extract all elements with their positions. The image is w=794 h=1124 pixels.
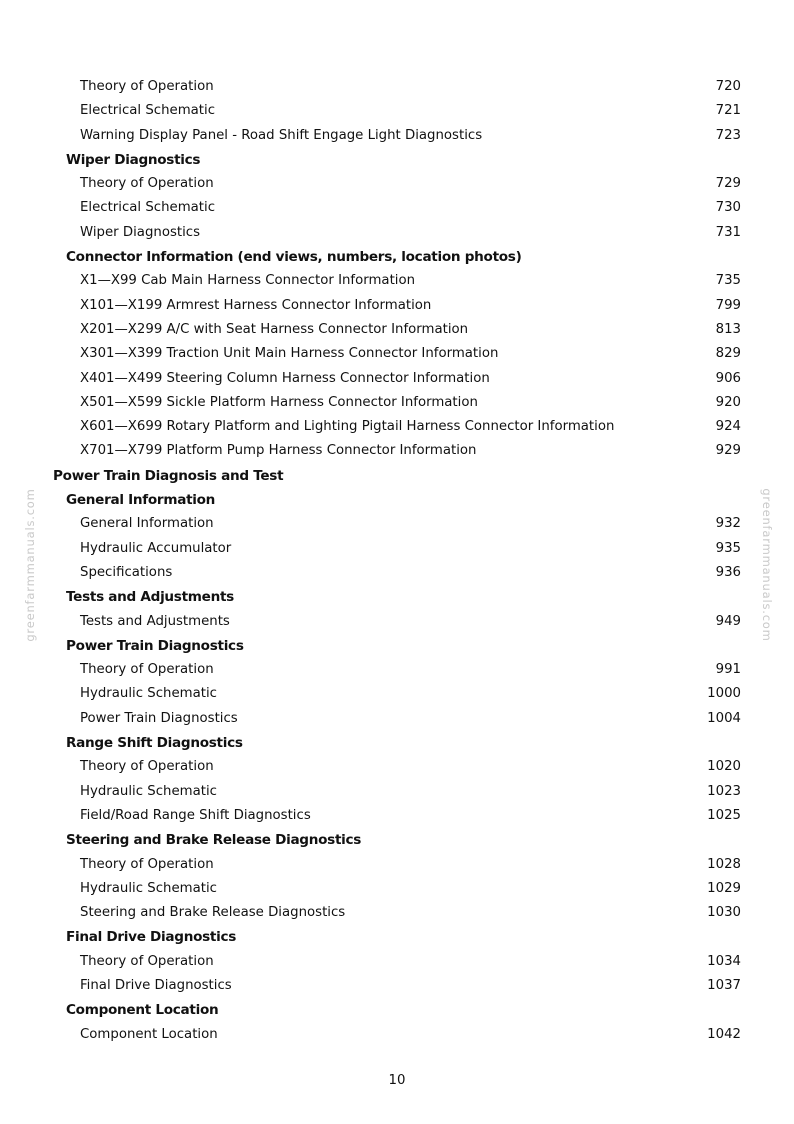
- toc-section-heading[interactable]: [0, 828, 794, 852]
- toc-section-heading[interactable]: [0, 998, 794, 1022]
- toc-entry-title: Power Train Diagnosis and Test: [53, 467, 284, 484]
- toc-entry-page-number: 1000: [707, 686, 741, 702]
- toc-chapter-heading[interactable]: [0, 464, 794, 488]
- toc-entry-page-number: 929: [715, 443, 741, 459]
- toc-entry-page-number: 949: [715, 613, 741, 629]
- page-number: 10: [388, 1073, 406, 1088]
- toc-entry-title: Theory of Operation: [80, 759, 214, 775]
- toc-entry-page-number: 731: [715, 224, 741, 240]
- toc-entry-title: Connector Information (end views, numbers, location photos): [66, 249, 522, 266]
- toc-entry[interactable]: [0, 658, 794, 682]
- toc-entry-page-number: 906: [715, 370, 741, 386]
- toc-entry-title: Theory of Operation: [80, 953, 214, 969]
- toc-entry[interactable]: [0, 950, 794, 974]
- toc-entry-page-number: 1037: [707, 977, 741, 993]
- toc-entry-title: Steering and Brake Release Diagnostics: [66, 832, 362, 849]
- toc-entry[interactable]: [0, 172, 794, 196]
- watermark-left: greenfarmmanuals.com: [23, 488, 37, 642]
- toc-entry-title: X401—X499 Steering Column Harness Connector Information: [80, 370, 490, 386]
- toc-entry-title: Component Location: [66, 1002, 219, 1019]
- toc-entry-page-number: 730: [715, 200, 741, 216]
- toc-section-heading[interactable]: [0, 245, 794, 269]
- toc-entry-title: Tests and Adjustments: [66, 589, 234, 606]
- toc-entry-page-number: 829: [715, 346, 741, 362]
- toc-entry[interactable]: [0, 707, 794, 731]
- toc-entry[interactable]: [0, 99, 794, 123]
- toc-section-heading[interactable]: [0, 925, 794, 949]
- toc-entry-page-number: 720: [715, 79, 741, 94]
- toc-entry-page-number: 920: [715, 394, 741, 410]
- table-of-contents: [0, 75, 794, 1047]
- toc-entry-page-number: 932: [715, 516, 741, 532]
- toc-entry-title: X701—X799 Platform Pump Harness Connector Information: [80, 443, 477, 459]
- toc-entry-page-number: 723: [715, 127, 741, 143]
- toc-entry-title: Power Train Diagnostics: [80, 710, 238, 726]
- toc-entry-title: X101—X199 Armrest Harness Connector Information: [80, 297, 432, 313]
- toc-entry-page-number: 991: [715, 662, 741, 678]
- toc-entry-title: Theory of Operation: [80, 79, 214, 94]
- toc-entry-title: Hydraulic Schematic: [80, 783, 217, 799]
- toc-entry[interactable]: [0, 610, 794, 634]
- toc-entry-title: Wiper Diagnostics: [66, 151, 201, 168]
- toc-entry[interactable]: [0, 901, 794, 925]
- toc-entry[interactable]: [0, 537, 794, 561]
- toc-entry-title: Field/Road Range Shift Diagnostics: [80, 807, 311, 823]
- toc-entry-page-number: 1028: [707, 856, 741, 872]
- toc-entry-title: Wiper Diagnostics: [80, 224, 201, 240]
- toc-entry-title: General Information: [66, 492, 216, 509]
- toc-entry-title: General Information: [80, 516, 214, 532]
- toc-entry[interactable]: [0, 367, 794, 391]
- toc-entry[interactable]: [0, 1023, 794, 1047]
- toc-entry[interactable]: [0, 682, 794, 706]
- toc-entry[interactable]: [0, 294, 794, 318]
- toc-entry-page-number: 813: [715, 321, 741, 337]
- toc-entry-title: Hydraulic Schematic: [80, 880, 217, 896]
- toc-entry-page-number: 721: [715, 103, 741, 119]
- toc-entry[interactable]: [0, 877, 794, 901]
- toc-entry-page-number: 1025: [707, 807, 741, 823]
- toc-entry-title: Final Drive Diagnostics: [66, 929, 237, 946]
- toc-entry-page-number: 729: [715, 176, 741, 192]
- toc-entry-title: Hydraulic Schematic: [80, 686, 217, 702]
- toc-entry-title: X301—X399 Traction Unit Main Harness Connector Information: [80, 346, 499, 362]
- toc-entry[interactable]: [0, 512, 794, 536]
- toc-entry[interactable]: [0, 124, 794, 148]
- toc-entry[interactable]: [0, 804, 794, 828]
- toc-entry[interactable]: [0, 75, 794, 99]
- toc-entry-page-number: 935: [715, 540, 741, 556]
- toc-entry-title: X501—X599 Sickle Platform Harness Connector Information: [80, 394, 478, 410]
- toc-entry[interactable]: [0, 561, 794, 585]
- toc-entry-title: Component Location: [80, 1026, 218, 1042]
- toc-entry-title: Theory of Operation: [80, 176, 214, 192]
- toc-section-heading[interactable]: [0, 148, 794, 172]
- toc-entry[interactable]: [0, 974, 794, 998]
- toc-entry[interactable]: [0, 318, 794, 342]
- toc-entry-title: Range Shift Diagnostics: [66, 735, 243, 752]
- toc-entry-page-number: 936: [715, 564, 741, 580]
- toc-entry[interactable]: [0, 439, 794, 463]
- toc-entry-title: Electrical Schematic: [80, 200, 216, 216]
- toc-entry-title: Power Train Diagnostics: [66, 637, 244, 654]
- toc-section-heading[interactable]: [0, 634, 794, 658]
- toc-entry[interactable]: [0, 780, 794, 804]
- toc-entry-page-number: 924: [715, 419, 741, 435]
- toc-entry-title: Final Drive Diagnostics: [80, 977, 232, 993]
- toc-entry-title: Hydraulic Accumulator: [80, 540, 232, 556]
- toc-entry-title: Electrical Schematic: [80, 103, 216, 119]
- toc-entry[interactable]: [0, 755, 794, 779]
- toc-entry-title: Tests and Adjustments: [80, 613, 230, 629]
- toc-entry-title: Theory of Operation: [80, 856, 214, 872]
- toc-section-heading[interactable]: [0, 488, 794, 512]
- toc-entry[interactable]: [0, 196, 794, 220]
- toc-section-heading[interactable]: [0, 585, 794, 609]
- toc-entry-page-number: 1030: [707, 905, 741, 921]
- toc-entry[interactable]: [0, 342, 794, 366]
- toc-entry-title: Steering and Brake Release Diagnostics: [80, 905, 346, 921]
- toc-entry-page-number: 1023: [707, 783, 741, 799]
- toc-entry-page-number: 735: [715, 273, 741, 289]
- toc-entry-title: X201—X299 A/C with Seat Harness Connector Information: [80, 321, 469, 337]
- toc-entry[interactable]: [0, 415, 794, 439]
- toc-entry-page-number: 1042: [707, 1026, 741, 1042]
- toc-entry-title: X601—X699 Rotary Platform and Lighting Pigtail Harness Connector Information: [80, 419, 615, 435]
- toc-entry-title: Specifications: [80, 564, 173, 580]
- toc-section-heading[interactable]: [0, 731, 794, 755]
- toc-entry-page-number: 799: [715, 297, 741, 313]
- toc-entry[interactable]: [0, 269, 794, 293]
- toc-entry-page-number: 1004: [707, 710, 741, 726]
- toc-entry-title: Warning Display Panel - Road Shift Engage Light Diagnostics: [80, 127, 483, 143]
- toc-entry[interactable]: [0, 221, 794, 245]
- watermark-right: greenfarmmanuals.com: [760, 488, 774, 642]
- toc-entry[interactable]: [0, 391, 794, 415]
- toc-entry-page-number: 1020: [707, 759, 741, 775]
- toc-entry-title: Theory of Operation: [80, 662, 214, 678]
- toc-entry-page-number: 1034: [707, 953, 741, 969]
- toc-entry-title: X1—X99 Cab Main Harness Connector Information: [80, 273, 416, 289]
- toc-entry[interactable]: [0, 853, 794, 877]
- toc-entry-page-number: 1029: [707, 880, 741, 896]
